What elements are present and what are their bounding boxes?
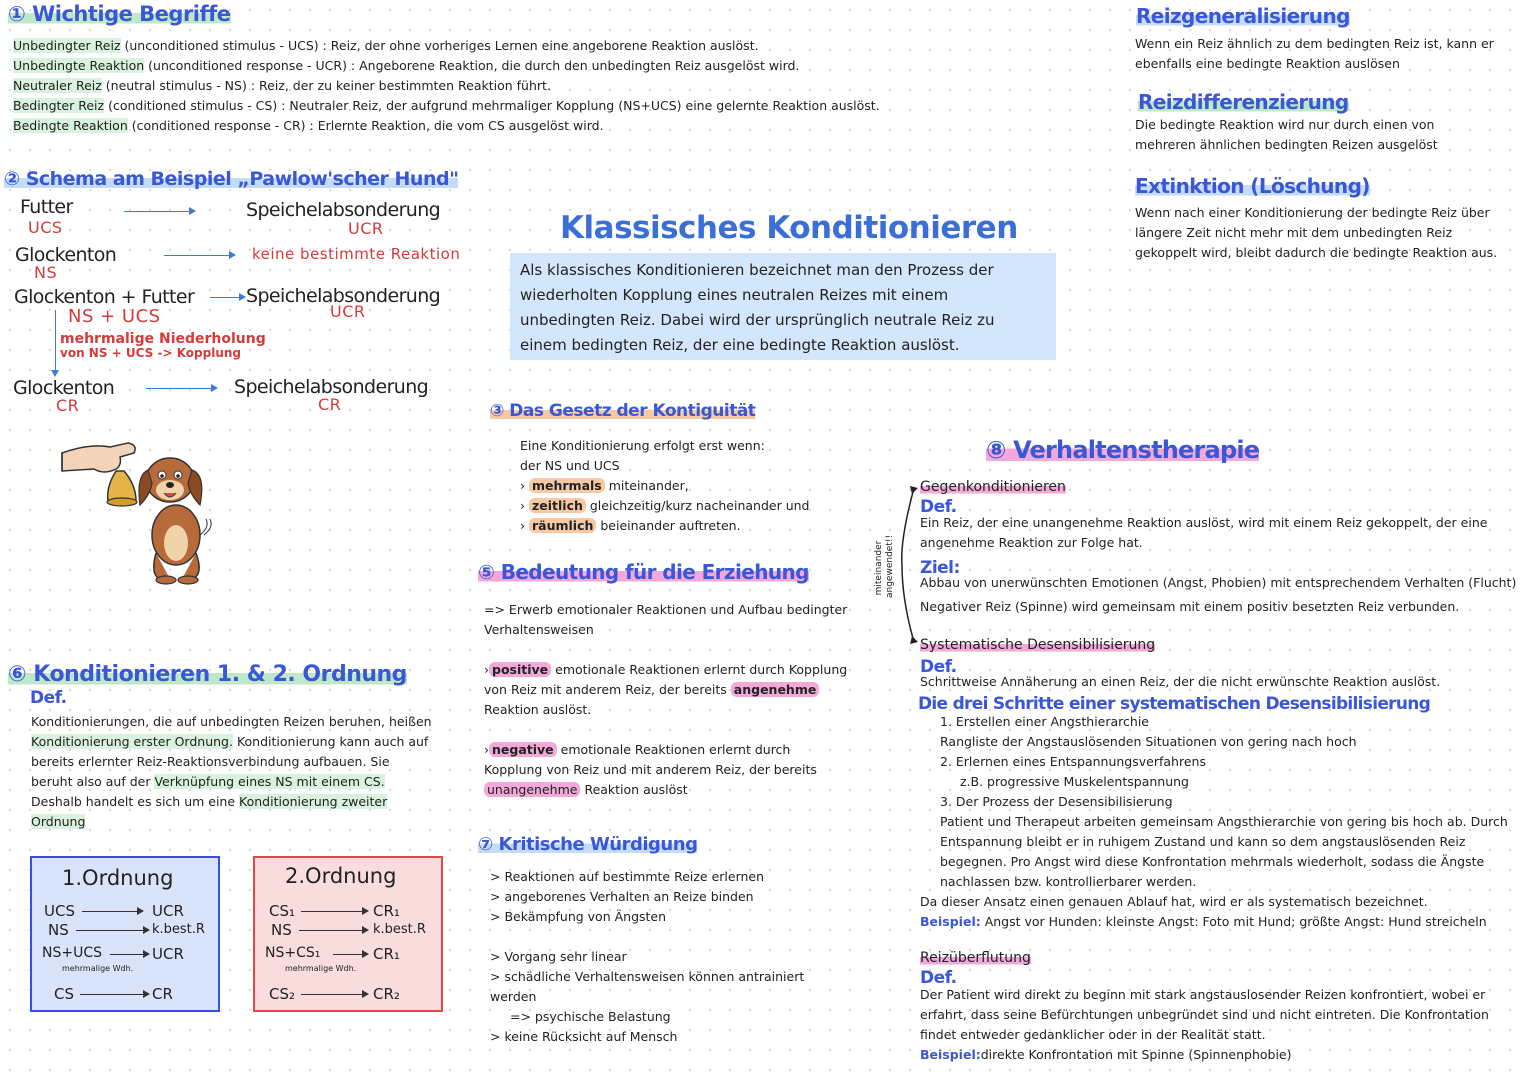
sec6-title: ⑥ Konditionieren 1. & 2. Ordnung [8,662,407,687]
arrow-icon [76,930,148,931]
box1-title: 1.Ordnung [62,866,174,890]
arrow-icon [164,255,234,256]
sec5-text: => Erwerb emotionaler Reaktionen und Aufbau bedingter Verhaltensweisen › positive emotionale Reaktionen erlernt durch Kopplung von Reiz mit anderem Reiz, der bereits angenehme Reaktion auslöst. › negative emotionale Reaktionen erlernt durch Kopplung von Reiz und mit anderem Reiz, der bereits unangenehme Reaktion auslöst [484,602,848,797]
term-line: Unbedingte Reaktion (unconditioned response - UCR) : Angeborene Reaktion, die durch den unbedingten Reiz ausgelöst wird. [13,58,800,73]
sd-def: Schrittweise Annäherung an einen Reiz, der die nicht erwünschte Reaktion auslöst. [920,674,1441,689]
gen-title: Reizgeneralisierung [1136,4,1350,28]
rf-def-label: Def. [920,968,957,988]
box2-title: 2.Ordnung [285,864,397,888]
box1-rep: mehrmalige Wdh. [62,964,134,973]
schema-cr-tag: CR [56,396,80,415]
definition-box [510,253,1056,360]
box-first-order [30,856,220,1012]
schema-glockenton-futter: Glockenton + Futter [14,286,195,308]
sec3-title: ③ Das Gesetz der Kontiguität [490,401,756,421]
box2-r3l: NS+CS₁ [265,945,321,961]
schema-ns-ucs-tag: NS + UCS [68,306,161,327]
arrow-icon [299,930,367,931]
schema-ucr-tag: UCR [348,219,384,238]
sec6-text: Konditionierungen, die auf unbedingten Reizen beruhen, heißen Konditionierung erster Ordnung. Konditionierung kann auch auf bereits erlernter Reiz-Reaktionsverbindung aufbauen. Sie beruht also auf der Verknüpfung eines NS mit einem CS. Deshalb handelt es sich um eine Konditionierung zweiter Ordnung [31,714,432,829]
arrow-icon [333,954,367,955]
schema-speichel-2: Speichelabsonderung [246,285,441,307]
sec8-title: ⑧ Verhaltenstherapie [986,436,1260,464]
box2-r4r: CR₂ [373,985,400,1003]
term-line: Neutraler Reiz (neutral stimulus - NS) : Reiz, der zu keiner bestimmten Reaktion führt. [13,78,551,93]
schema-ucs-tag: UCS [28,218,63,237]
arrow-icon [82,911,142,912]
box1-r1r: UCR [152,902,184,920]
box1-r4l: CS [54,985,74,1003]
sd-title: Systematische Desensibilisierung [920,637,1156,653]
schema-keine-reaktion: keine bestimmte Reaktion [252,245,461,263]
schema-glockenton-2: Glockenton [13,377,115,399]
schema-ns-tag: NS [34,263,58,282]
gk-title: Gegenkonditionieren [920,479,1066,495]
schema-glockenton-1: Glockenton [15,244,117,266]
box2-r1l: CS₁ [269,902,296,920]
box1-r4r: CR [152,985,173,1003]
sd-example: Beispiel: Angst vor Hunden: kleinste Angst: Foto mit Hund; größte Angst: Hund streicheln [920,914,1487,929]
sec7-title: ⑦ Kritische Würdigung [478,834,698,855]
ext-title: Extinktion (Löschung) [1135,174,1370,198]
gk-ziel: Abbau von unerwünschten Emotionen (Angst, Phobien) mit entsprechendem Verhalten (Flucht) [920,575,1517,590]
box-second-order [253,856,443,1012]
schema-futter: Futter [20,196,73,218]
box2-r2r: k.best.R [373,922,426,937]
sec6-def-label: Def. [30,688,67,708]
arrow-icon [210,297,244,298]
gen-text: Wenn ein Reiz ähnlich zu dem bedingten Reiz ist, kann er ebenfalls eine bedingte Reaktion auslösen [1135,36,1494,71]
term-line: Bedingte Reaktion (conditioned response - CR) : Erlernte Reaktion, die vom CS ausgelöst wird. [13,118,604,133]
arrow-icon [110,954,148,955]
sec3-text: Eine Konditionierung erfolgt erst wenn: der NS und UCS › mehrmals miteinander, › zeitlich gleichzeitig/kurz nacheinander und › räumlich beieinander auftreten. [520,438,810,533]
sd-steps-title: Die drei Schritte einer systematischen Desensibilisierung [918,694,1431,714]
down-arrow-line [55,310,56,374]
schema-speichel-1: Speichelabsonderung [246,199,441,221]
arrow-icon [146,388,216,389]
schema-speichel-3: Speichelabsonderung [234,376,429,398]
terms-list [13,36,880,136]
gk-def: Ein Reiz, der eine unangenehme Reaktion auslöst, wird mit einem Reiz gekoppelt, der eine angenehme Reaktion zur Folge hat. [920,515,1488,550]
box2-rep: mehrmalige Wdh. [285,964,357,973]
box1-r3l: NS+UCS [42,945,102,961]
sd-steps: 1. Erstellen einer Angsthierarchie Rangliste der Angstauslösenden Situationen von gering nach hoch 2. Erlernen eines Entspannungsverfahrens z.B. progressive Muskelentspannung 3. Der Prozess der Desensibilisierung Patient und Therapeut arbeiten gemeinsam Angsthierarchie von gering bis hoch ab. Durch Entspannung bleibt er in ruhigem Zustand und kann so dem angstauslösenden Reiz begegnen. Pro Angst wird diese Konfrontation mehrmals wiederholt, sodass die Ängste nachlassen bzw. kontrollierbarer werden. [940,714,1508,889]
main-title: Klassisches Konditionieren [560,210,1018,246]
arrow-icon [301,994,367,995]
rf-def: Der Patient wird direkt zu beginn mit stark angstauslosender Reizen konfrontiert, wobei er erfahrt, dass seine Befürchtungen unbegründet sind und nicht eintreten. Die Konfrontation findet entweder gedanklicher oder in der Realität statt. [920,987,1489,1042]
box1-r3r: UCR [152,945,184,963]
sec5-title: ⑤ Bedeutung für die Erziehung [478,560,809,584]
rf-title: Reizüberflutung [920,950,1031,966]
box2-r1r: CR₁ [373,902,400,920]
box1-r1l: UCS [44,902,75,920]
ext-text: Wenn nach einer Konditionierung der bedingte Reiz über längere Zeit nicht mehr mit dem unbedingten Reiz gekoppelt wird, bleibt dadurch die bedingte Reaktion aus. [1135,205,1498,260]
down-arrow-icon [51,370,59,377]
box2-r2l: NS [271,921,292,939]
box2-r4l: CS₂ [269,985,296,1003]
schema-repeat: mehrmalige Niederholung von NS + UCS -> Kopplung [60,331,266,360]
sec1-title: ① Wichtige Begriffe [8,2,231,26]
side-note: miteinander angewendet!! [874,534,895,598]
definition-text: Als klassisches Konditionieren bezeichnet man den Prozess der wiederholten Kopplung eines neutralen Reizes mit einem unbedingten Reiz. Dabei wird der ursprünglich neutrale Reiz zu einem bedingten Reiz, der eine bedingte Reaktion auslöst. [520,261,995,354]
arrow-icon [301,911,367,912]
box2-r3r: CR₁ [373,945,400,963]
dif-text: Die bedingte Reaktion wird nur durch einen von mehreren ähnlichen bedingten Reizen ausgelöst [1135,117,1438,152]
box1-r2l: NS [48,921,69,939]
term-line: Bedingter Reiz (conditioned stimulus - CS) : Neutraler Reiz, der aufgrund mehrmaliger Kopplung (NS+UCS) eine gelernte Reaktion auslöst. [13,98,880,113]
sec2-title: ② Schema am Beispiel „Pawlow'scher Hund" [4,168,459,190]
term-line: Unbedingter Reiz (unconditioned stimulus - UCS) : Reiz, der ohne vorheriges Lernen eine angeborene Reaktion auslöst. [13,38,759,53]
arrow-icon [124,211,194,212]
dif-title: Reizdifferenzierung [1138,90,1349,114]
sd-after: Da dieser Ansatz einen genauen Ablauf hat, wird er als systematisch bezeichnet. [920,894,1428,909]
sec7-list: > Reaktionen auf bestimmte Reize erlernen > angeborenes Verhalten an Reize binden > Bekämpfung von Ängsten > Vorgang sehr linear > schädliche Verhaltensweisen können antrainiert werden => psychische Belastung > keine Rücksicht auf Mensch [490,869,805,1044]
schema-cr-tag-2: CR [318,395,342,414]
dog-bell-illustration [60,435,220,585]
sd-def-label: Def. [920,657,957,677]
box1-r2r: k.best.R [152,922,205,937]
schema-ucr-tag-2: UCR [330,302,366,321]
rf-example: Beispiel:direkte Konfrontation mit Spinne (Spinnenphobie) [920,1047,1292,1062]
gk-example: Negativer Reiz (Spinne) wird gemeinsam mit einem positiv besetzten Reiz verbunden. [920,599,1460,614]
gk-def-label: Def. [920,497,957,517]
arrow-icon [80,994,148,995]
gk-ziel-label: Ziel: [920,558,960,578]
